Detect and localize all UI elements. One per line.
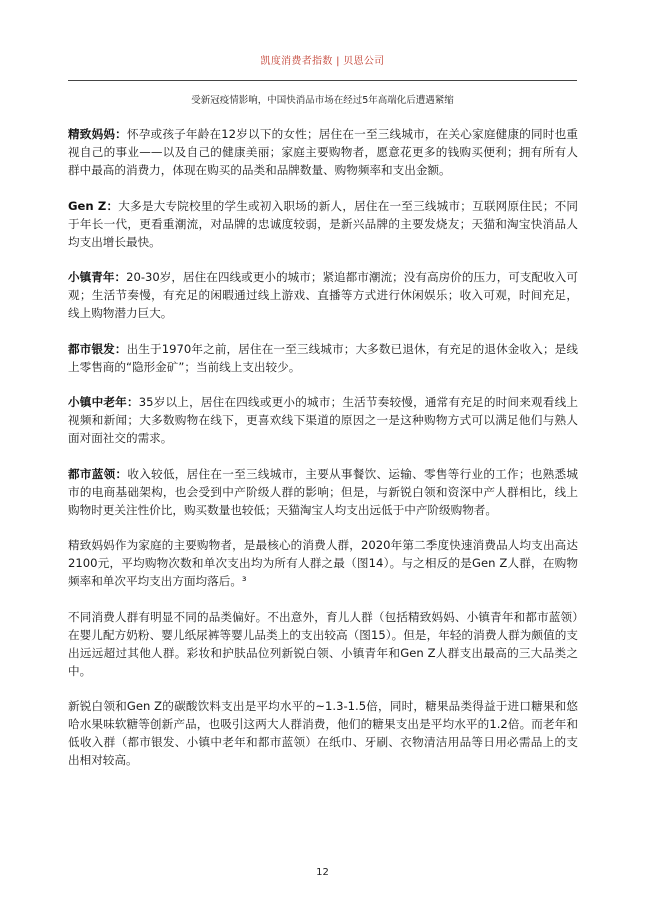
segment-description: 收入较低，居住在一至三线城市，主要从事餐饮、运输、零售等行业的工作；也熟悉城市的电商基础架构，也会受到中产阶级人群的影响；但是，与新锐白领和资深中产人群相比，线上购物时更关注性价比，购买数量也较低；天猫淘宝人均支出远低于中产阶级购物者。 [68, 466, 578, 517]
segment-paragraph-gen-z [68, 197, 578, 251]
header-subtitle: 受新冠疫情影响，中国快消品市场在经过5年高端化后遭遇紧缩 [191, 95, 454, 106]
segment-term: 都市蓝领： [68, 466, 128, 481]
page-number: 12 [316, 867, 329, 878]
segment-description: 怀孕或孩子年龄在12岁以下的女性；居住在一至三线城市，在关心家庭健康的同时也重视自己的事业——以及自己的健康美丽；家庭主要购物者，愿意花更多的钱购买便利；拥有所有人群中最高的消费力，体现在购买的品类和品牌数量、购物频率和支出金额。 [68, 127, 578, 177]
segment-term: Gen Z： [68, 198, 119, 213]
segment-term: 小镇中老年： [68, 395, 139, 409]
body-paragraph-category-preference: 不同消费人群有明显不同的品类偏好。不出意外，育儿人群（包括精致妈妈、小镇青年和都市蓝领）在婴儿配方奶粉、婴儿纸尿裤等婴儿品类上的支出较高（图15）。但是，年轻的消费人群为颇值的支出远远超过其他人群。彩妆和护肤品位列新锐白领、小镇青年和Gen Z人群支出最高的三大品类之中。 [68, 609, 578, 678]
segment-description: 35岁以上，居住在四线或更小的城市；生活节奏较慢，通常有充足的时间来观看线上视频和新闻；大多数购物在线下，更喜欢线下渠道的原因之一是这种购物方式可以满足他们与熟人面对面社交的需求。 [68, 395, 578, 445]
body-paragraph-spending: 精致妈妈作为家庭的主要购物者，是最核心的消费人群，2020年第二季度快速消费品人均支出高达2100元，平均购物次数和单次支出均为所有人群之最（图14）。与之相反的是Gen Z人群，在购物频率和单次平均支出方面均落后。³ [68, 538, 578, 588]
page-body [68, 125, 578, 787]
segment-term: 都市银发： [68, 341, 127, 356]
segment-paragraph-urban-silver [68, 340, 578, 376]
header-brand: 凯度消费者指数 | 贝恩公司 [260, 56, 385, 67]
segment-paragraph-urban-blue-collar [68, 465, 578, 519]
segment-description: 大多是大专院校里的学生或初入职场的新人，居住在一至三线城市；互联网原住民；不同于年长一代，更看重潮流，对品牌的忠诚度较弱，是新兴品牌的主要发烧友；天猫和淘宝快消品人均支出增长最快。 [68, 198, 578, 249]
segment-paragraph-small-town-youth [68, 268, 578, 322]
segment-term: 精致妈妈： [68, 127, 127, 141]
header-divider [68, 80, 577, 81]
segment-paragraph-small-town-seniors [68, 393, 578, 447]
body-paragraph-beverage-candy: 新锐白领和Gen Z的碳酸饮料支出是平均水平的~1.3-1.5倍，同时，糖果品类得益于进口糖果和悠哈水果味软糖等创新产品，也吸引这两大人群消费，他们的糖果支出是平均水平的1.2倍。而老年和低收入群（都市银发、小镇中老年和都市蓝领）在纸巾、牙刷、衣物清洁用品等日用必需品上的支出相对较高。 [68, 699, 578, 767]
segment-paragraph-refined-moms [68, 125, 578, 179]
segment-term: 小镇青年： [68, 270, 127, 284]
segment-description: 20-30岁，居住在四线或更小的城市；紧追都市潮流；没有高房价的压力，可支配收入可观；生活节奏慢，有充足的闲暇通过线上游戏、直播等方式进行休闲娱乐；收入可观，时间充足，线上购物潜力巨大。 [68, 270, 578, 320]
segment-description: 出生于1970年之前，居住在一至三线城市；大多数已退休，有充足的退休金收入；是线上零售商的“隐形金矿”；当前线上支出较少。 [68, 341, 578, 374]
